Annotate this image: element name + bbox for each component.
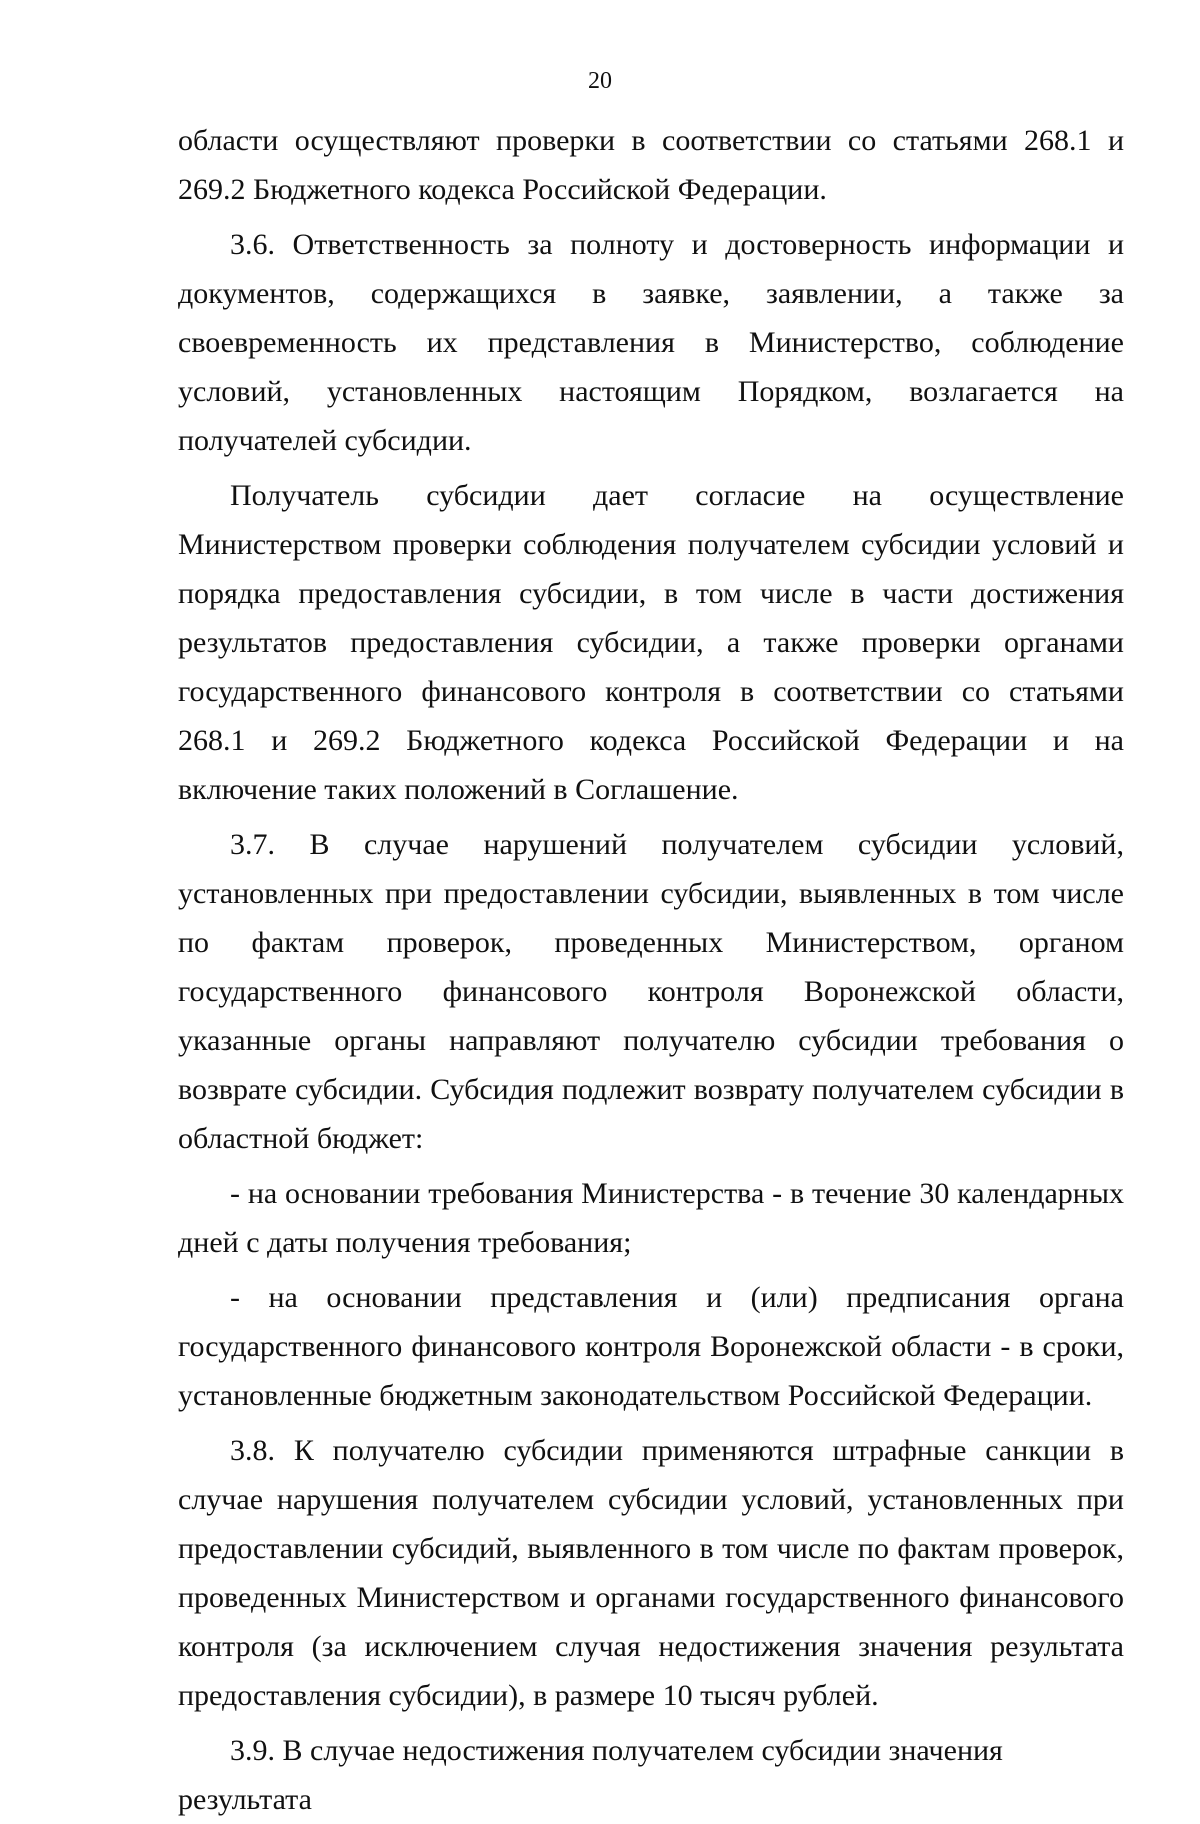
list-item-financial-control: - на основании представления и (или) предписания органа государственного финансового контроля Воронежской области - в сроки, установленные бюджетным законодательством Российской Федерации. [178, 1281, 1124, 1412]
page-number: 20 [588, 68, 612, 94]
paragraph-continuation: области осуществляют проверки в соответствии со статьями 268.1 и 269.2 Бюджетного кодекса Российской Федерации. [178, 124, 1124, 206]
paragraph-3-6: 3.6. Ответственность за полноту и достоверность информации и документов, содержащихся в заявке, заявлении, а также за своевременность их представления в Министерство, соблюдение условий, установленных настоящим Порядком, возлагается на получателей субсидии. [178, 228, 1124, 457]
paragraph-3-8: 3.8. К получателю субсидии применяются штрафные санкции в случае нарушения получателем субсидии условий, установленных при предоставлении субсидий, выявленного в том числе по фактам проверок, проведенных Министерством и органами государственного финансового контроля (за исключением случая недостижения значения результата предоставления субсидии), в размере 10 тысяч рублей. [178, 1434, 1124, 1712]
list-item-ministry-requirement: - на основании требования Министерства - в течение 30 календарных дней с даты получения требования; [178, 1177, 1124, 1259]
document-body [178, 116, 1124, 1824]
paragraph-consent: Получатель субсидии дает согласие на осуществление Министерством проверки соблюдения получателем субсидии условий и порядка предоставления субсидии, в том числе в части достижения результатов предоставления субсидии, а также проверки органами государственного финансового контроля в соответствии со статьями 268.1 и 269.2 Бюджетного кодекса Российской Федерации и на включение таких положений в Соглашение. [178, 479, 1124, 806]
paragraph-3-7: 3.7. В случае нарушений получателем субсидии условий, установленных при предоставлении субсидии, выявленных в том числе по фактам проверок, проведенных Министерством, органом государственного финансового контроля Воронежской области, указанные органы направляют получателю субсидии требования о возврате субсидии. Субсидия подлежит возврату получателем субсидии в областной бюджет: [178, 828, 1124, 1155]
paragraph-3-9: 3.9. В случае недостижения получателем субсидии значения результата [178, 1734, 1003, 1816]
